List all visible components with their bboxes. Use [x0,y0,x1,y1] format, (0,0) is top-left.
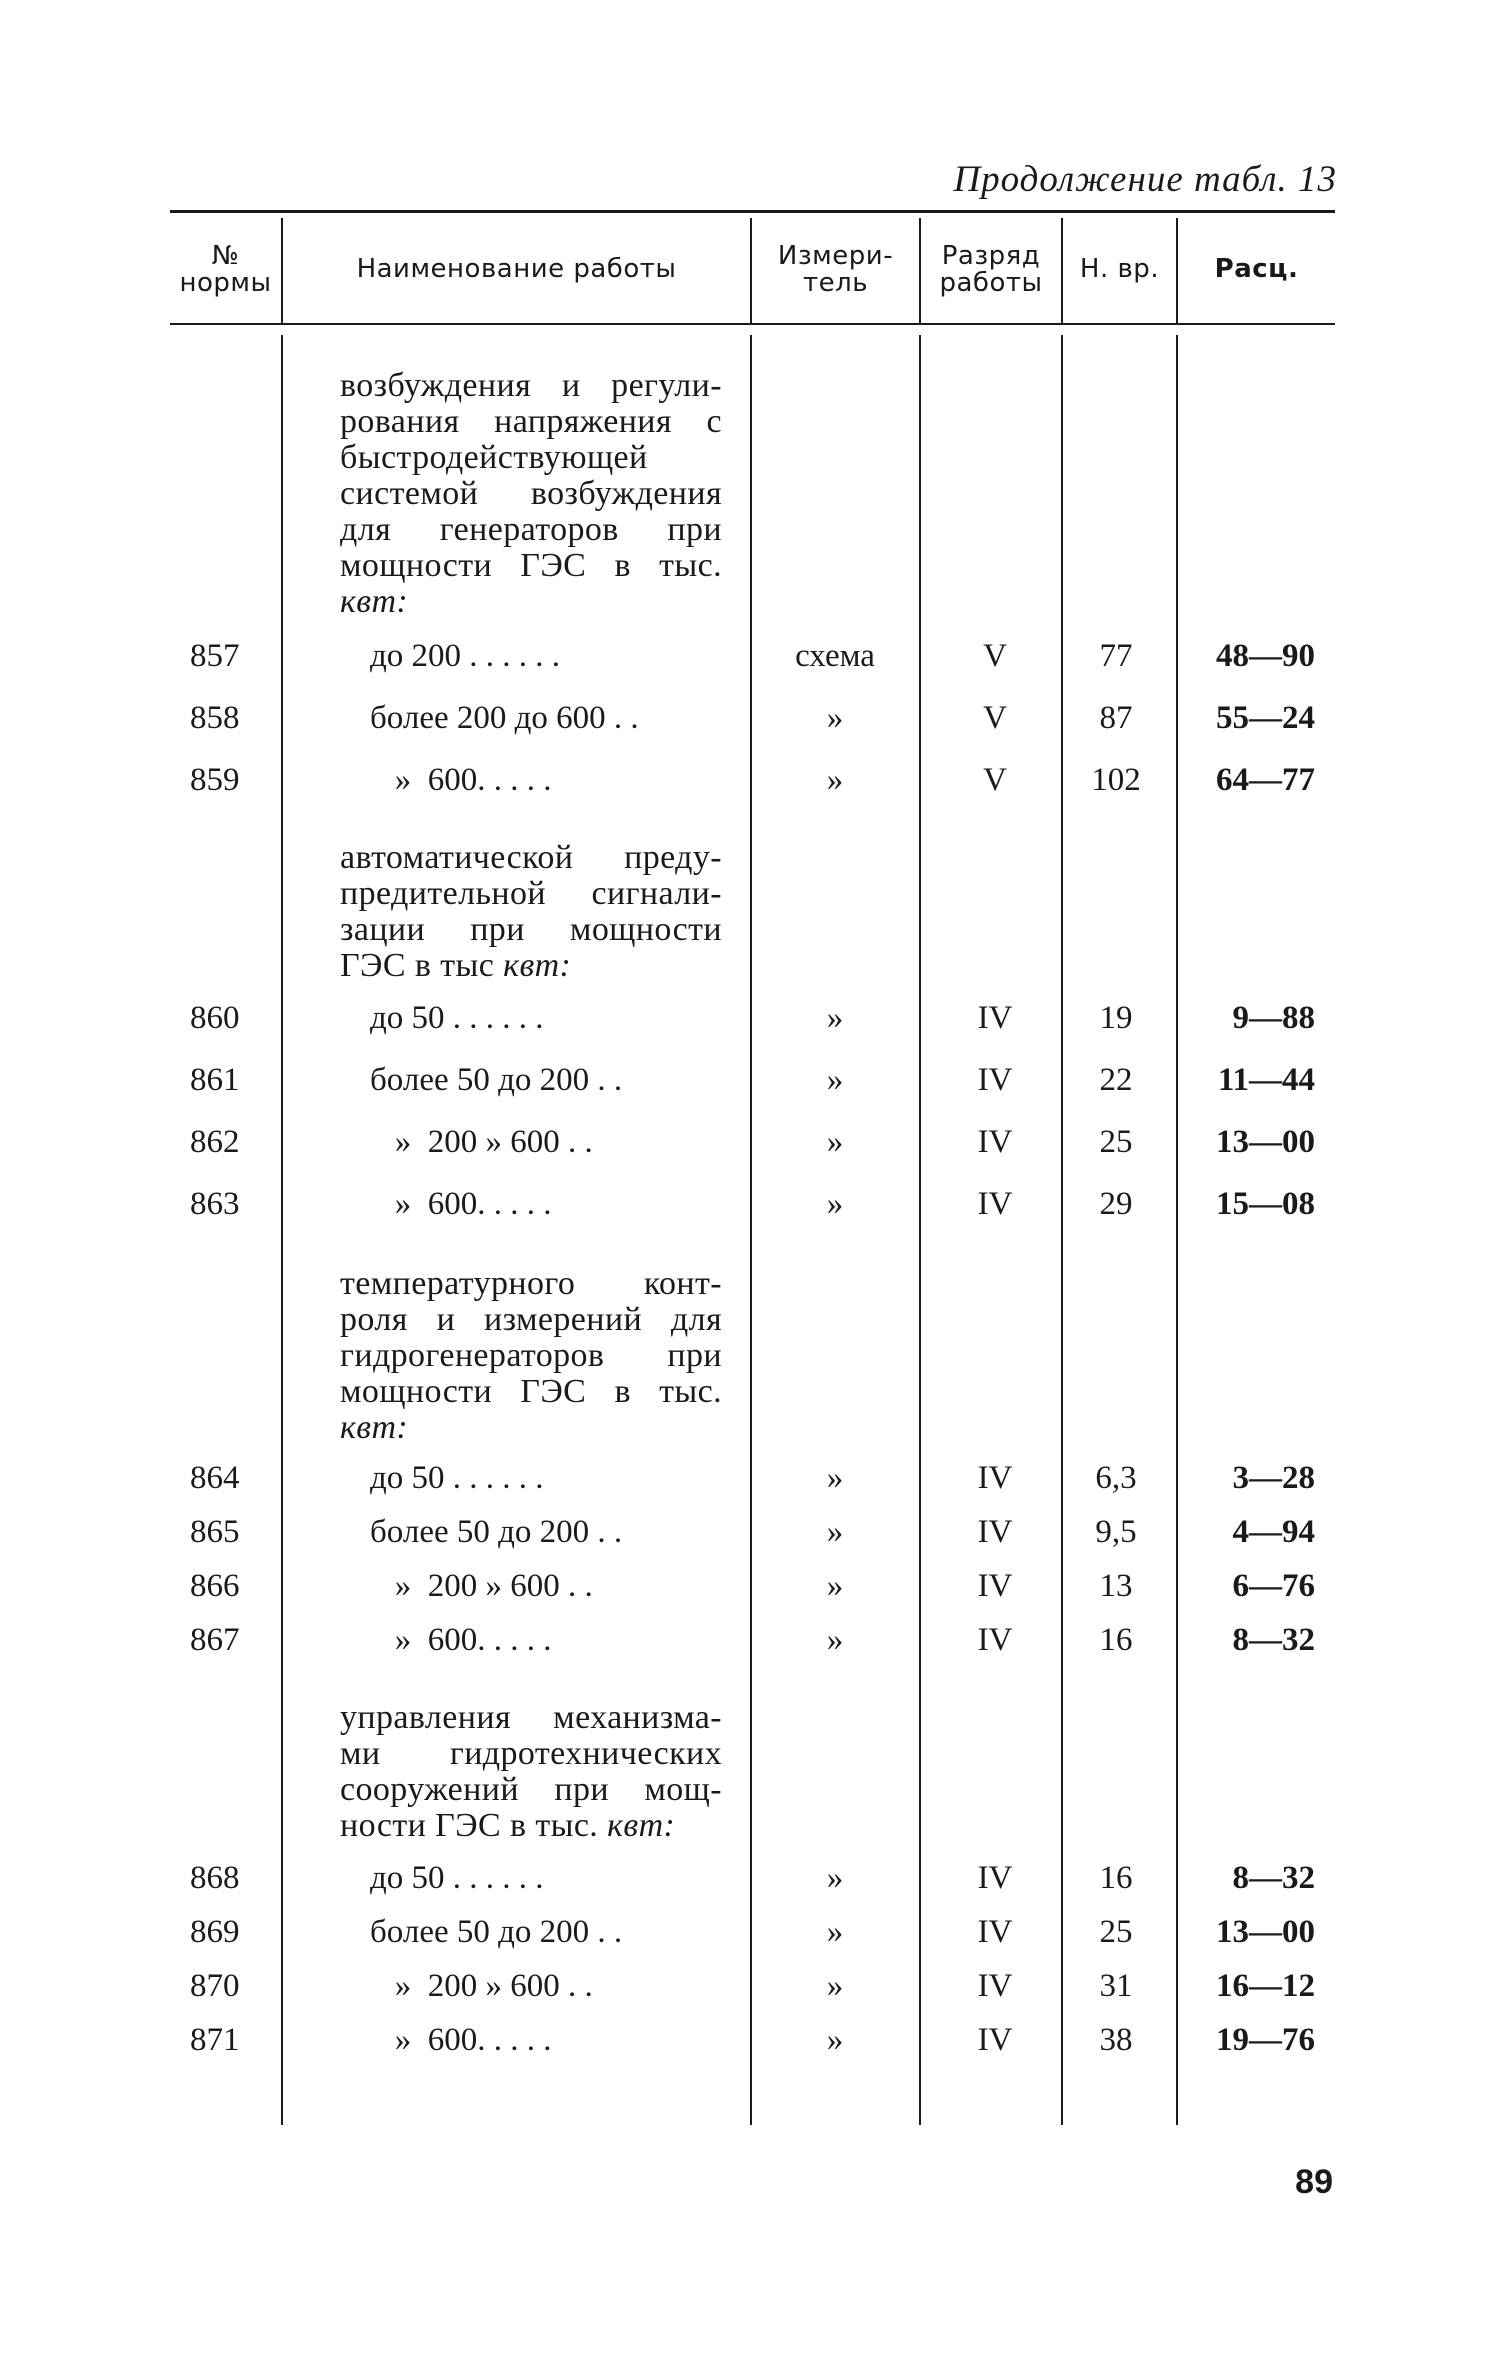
row-number: 860 [190,1000,240,1036]
column-divider [1176,335,1178,2125]
row-norm-time: 9,5 [1095,1514,1137,1550]
row-measure: » [826,1860,844,1896]
table-caption: Продолжение табл. 13 [953,159,1337,200]
row-name: до 50 . . . . . . [370,1460,544,1496]
page-number: 89 [1295,2163,1333,2201]
row-rate: 19—76 [1216,2022,1315,2058]
row-grade: IV [977,1000,1013,1036]
row-measure: » [826,762,844,798]
row-norm-time: 16 [1099,1860,1133,1896]
section-heading-text: температурного конт-роля и измерений для гидрогенераторов при мощности ГЭС в тыс. [340,1265,722,1410]
row-number: 857 [190,638,240,674]
row-measure: » [826,1460,844,1496]
row-measure: » [826,1568,844,1604]
section-heading-unit: квт: [607,1807,676,1844]
section-heading-text: возбуждения и регули-рования напряжения с быстродействующей системой возбуждения для генераторов при мощности ГЭС в тыс. [340,367,722,584]
row-rate: 6—76 [1232,1568,1315,1604]
header-measure: Измери-тель [777,240,894,298]
row-grade: V [983,700,1007,736]
row-measure: » [826,1062,844,1098]
row-rate: 13—00 [1216,1124,1315,1160]
row-rate: 13—00 [1216,1914,1315,1950]
row-norm-time: 22 [1099,1062,1133,1098]
table-top-rule [170,210,1335,213]
row-grade: IV [977,1622,1013,1658]
row-number: 864 [190,1460,240,1496]
row-norm-time: 31 [1099,1968,1133,2004]
row-grade: V [983,638,1007,674]
row-rate: 55—24 [1216,700,1315,736]
row-grade: IV [977,1514,1013,1550]
row-rate: 48—90 [1216,638,1315,674]
row-norm-time: 87 [1099,700,1133,736]
table-row [0,1460,1500,1504]
table-header-rule [170,323,1335,325]
row-rate: 15—08 [1216,1186,1315,1222]
row-name: » 200 » 600 . . [370,1968,593,2004]
table-row [0,1968,1500,2012]
row-rate: 3—28 [1232,1460,1315,1496]
row-number: 865 [190,1514,240,1550]
row-number: 869 [190,1914,240,1950]
row-number: 858 [190,700,240,736]
column-divider [1061,335,1063,2125]
table-row [0,1124,1500,1168]
header-rate: Расц. [1214,254,1299,285]
row-measure: » [826,1186,844,1222]
column-divider [281,335,283,2125]
row-name: более 50 до 200 . . [370,1062,623,1098]
row-rate: 11—44 [1217,1062,1315,1098]
row-measure: » [826,1914,844,1950]
row-name: более 200 до 600 . . [370,700,639,736]
table-row [0,1000,1500,1044]
row-name: » 600. . . . . [370,1186,552,1222]
table-row [0,638,1500,682]
row-measure: » [826,1514,844,1550]
section-heading-text: управления механизма-ми гидротехнических сооружений при мощ-ности ГЭС в тыс. [340,1699,722,1844]
row-name: » 600. . . . . [370,762,552,798]
row-rate: 64—77 [1216,762,1315,798]
row-measure: » [826,1968,844,2004]
row-grade: IV [977,1914,1013,1950]
row-number: 862 [190,1124,240,1160]
row-norm-time: 6,3 [1095,1460,1137,1496]
table-row [0,1186,1500,1230]
row-number: 868 [190,1860,240,1896]
row-grade: IV [977,2022,1013,2058]
row-name: до 200 . . . . . . [370,638,561,674]
row-grade: IV [977,1124,1013,1160]
section-heading-unit: квт: [340,1409,409,1446]
row-number: 867 [190,1622,240,1658]
section-heading-text: автоматической преду-предительной сигнали-зации при мощности ГЭС в тыс [340,839,722,984]
section-heading [340,1700,722,1844]
row-grade: IV [977,1860,1013,1896]
row-number: 870 [190,1968,240,2004]
row-norm-time: 25 [1099,1914,1133,1950]
row-name: » 600. . . . . [370,2022,552,2058]
row-norm-time: 77 [1099,638,1133,674]
row-name: до 50 . . . . . . [370,1000,544,1036]
row-name: » 200 » 600 . . [370,1568,593,1604]
column-divider [919,335,921,2125]
header-work-name: Наименование работы [356,254,677,285]
row-norm-time: 16 [1099,1622,1133,1658]
section-heading-unit: квт: [503,947,572,984]
row-grade: IV [977,1062,1013,1098]
header-norm-time: Н. вр. [1079,254,1160,285]
row-number: 871 [190,2022,240,2058]
table-row [0,1568,1500,1612]
row-norm-time: 29 [1099,1186,1133,1222]
row-measure: » [826,1000,844,1036]
row-norm-time: 38 [1099,2022,1133,2058]
table-row [0,2022,1500,2066]
row-grade: IV [977,1568,1013,1604]
row-measure: схема [795,638,875,674]
row-grade: V [983,762,1007,798]
table-row [0,1514,1500,1558]
table-row [0,762,1500,806]
row-name: » 600. . . . . [370,1622,552,1658]
row-measure: » [826,2022,844,2058]
row-rate: 4—94 [1232,1514,1315,1550]
header-number: № нормы [179,240,272,298]
row-rate: 8—32 [1232,1622,1315,1658]
row-name: более 50 до 200 . . [370,1914,623,1950]
row-number: 861 [190,1062,240,1098]
section-heading-unit: квт: [340,583,409,620]
row-name: » 200 » 600 . . [370,1124,593,1160]
row-measure: » [826,700,844,736]
row-rate: 16—12 [1216,1968,1315,2004]
table-row [0,1914,1500,1958]
row-norm-time: 13 [1099,1568,1133,1604]
row-name: до 50 . . . . . . [370,1860,544,1896]
row-grade: IV [977,1968,1013,2004]
row-number: 863 [190,1186,240,1222]
section-heading [340,1266,722,1446]
row-number: 859 [190,762,240,798]
table-row [0,1622,1500,1666]
row-measure: » [826,1622,844,1658]
table-row [0,700,1500,744]
column-divider [750,335,752,2125]
row-number: 866 [190,1568,240,1604]
section-heading [340,840,722,984]
table-row [0,1860,1500,1904]
row-rate: 8—32 [1232,1860,1315,1896]
row-rate: 9—88 [1232,1000,1315,1036]
table-row [0,1062,1500,1106]
row-grade: IV [977,1460,1013,1496]
header-grade: Разряд работы [939,240,1043,298]
row-measure: » [826,1124,844,1160]
row-norm-time: 25 [1099,1124,1133,1160]
row-norm-time: 19 [1099,1000,1133,1036]
row-name: более 50 до 200 . . [370,1514,623,1550]
section-heading [340,368,722,620]
row-grade: IV [977,1186,1013,1222]
row-norm-time: 102 [1091,762,1141,798]
